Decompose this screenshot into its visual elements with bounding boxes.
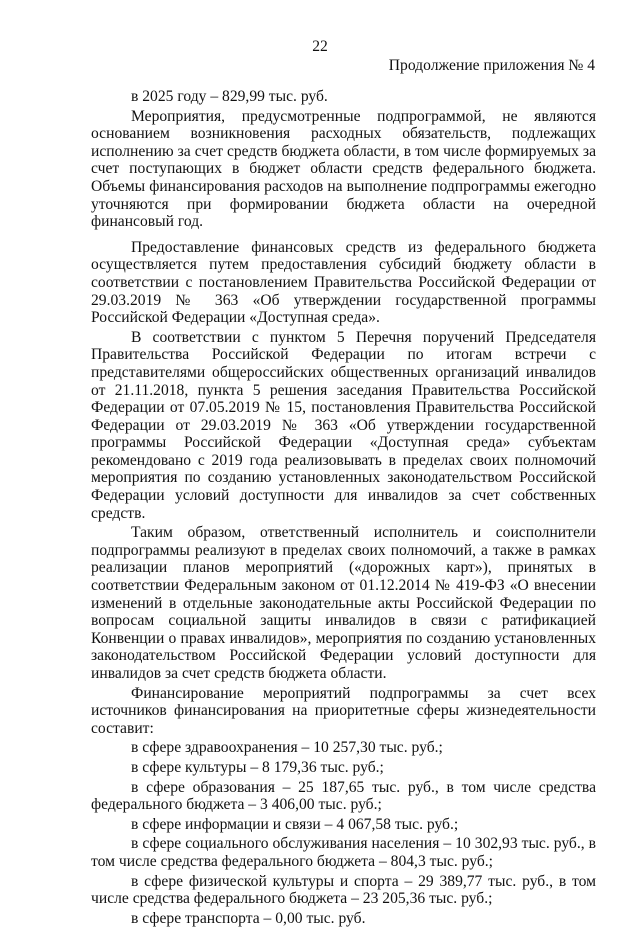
paragraph-implementation: Таким образом, ответственный исполнитель и соисполнители подпрограммы реализуют в пределах своих полномочий, а также в рамках реализации планов мероприятий («дорожных карт»), принятых в соответствии Федеральным законом от 01.12.2014 № 419-ФЗ «О внесении изменений в отдельные законодательные акты Российской Федерации по вопросам социальной защиты инвалидов в связи с ратификацией Конвенции о правах инвалидов», мероприятия по созданию установленных законодательством Российской Федерации условий доступности для инвалидов за счет средств бюджета области. [91,524,596,682]
body-text [91,88,596,929]
financing-culture: в сфере культуры – 8 179,36 тыс. руб.; [131,758,384,776]
paragraph-federal-subsidies: Предоставление финансовых средств из федерального бюджета осуществляется путем предоставления субсидий бюджету области в соответствии с постановлением Правительства Российской Федерации от 29.03.2019 № 363 «Об утверждении государственной программы Российской Федерации «Доступная среда». [91,238,596,327]
financing-transport: в сфере транспорта – 0,00 тыс. руб. [131,909,366,927]
paragraph-instructions: В соответствии с пунктом 5 Перечня поручений Председателя Правительства Российской Федерации по итогам встречи с представителями общероссийских общественных организаций инвалидов от 21.11.2018, пункта 5 решения заседания Правительства Российской Федерации от 07.05.2019 № 15, постановления Правительства Российской Федерации от 29.03.2019 № 363 «Об утверждении государственной программы Российской Федерации «Доступная среда» субъектам рекомендовано с 2019 года реализовывать в пределах своих полномочий мероприятия по созданию установленных законодательством Российской Федерации условий доступности для инвалидов за счет собственных средств. [91,328,596,522]
page-number: 22 [312,38,328,55]
paragraph-financing-intro: Финансирование мероприятий подпрограммы за счет всех источников финансирования на приоритетные сферы жизнедеятельности составит: [91,684,596,737]
paragraph-obligations: Мероприятия, предусмотренные подпрограммой, не являются основанием возникновения расходных обязательств, подлежащих исполнению за счет средств бюджета области, в том числе формируемых за счет поступающих в бюджет области средств федерального бюджета. Объемы финансирования расходов на выполнение подпрограммы ежегодно уточняются при формировании бюджета области на очередной финансовый год. [91,107,596,231]
appendix-note: Продолжение приложения № 4 [388,57,595,74]
financing-healthcare: в сфере здравоохранения – 10 257,30 тыс. руб.; [131,739,443,757]
financing-sports: в сфере физической культуры и спорта – 29 389,77 тыс. руб., в том числе средства федерального бюджета – 23 205,36 тыс. руб.; [91,872,596,908]
financing-social-services: в сфере социального обслуживания населения – 10 302,93 тыс. руб., в том числе средства федерального бюджета – 804,3 тыс. руб.; [91,835,596,870]
financing-information: в сфере информации и связи – 4 067,58 тыс. руб.; [131,815,459,833]
financing-education: в сфере образования – 25 187,65 тыс. руб., в том числе средства федерального бюджета – 3 406,00 тыс. руб.; [91,778,596,814]
paragraph-2025-amount: в 2025 году – 829,99 тыс. руб. [131,88,328,105]
